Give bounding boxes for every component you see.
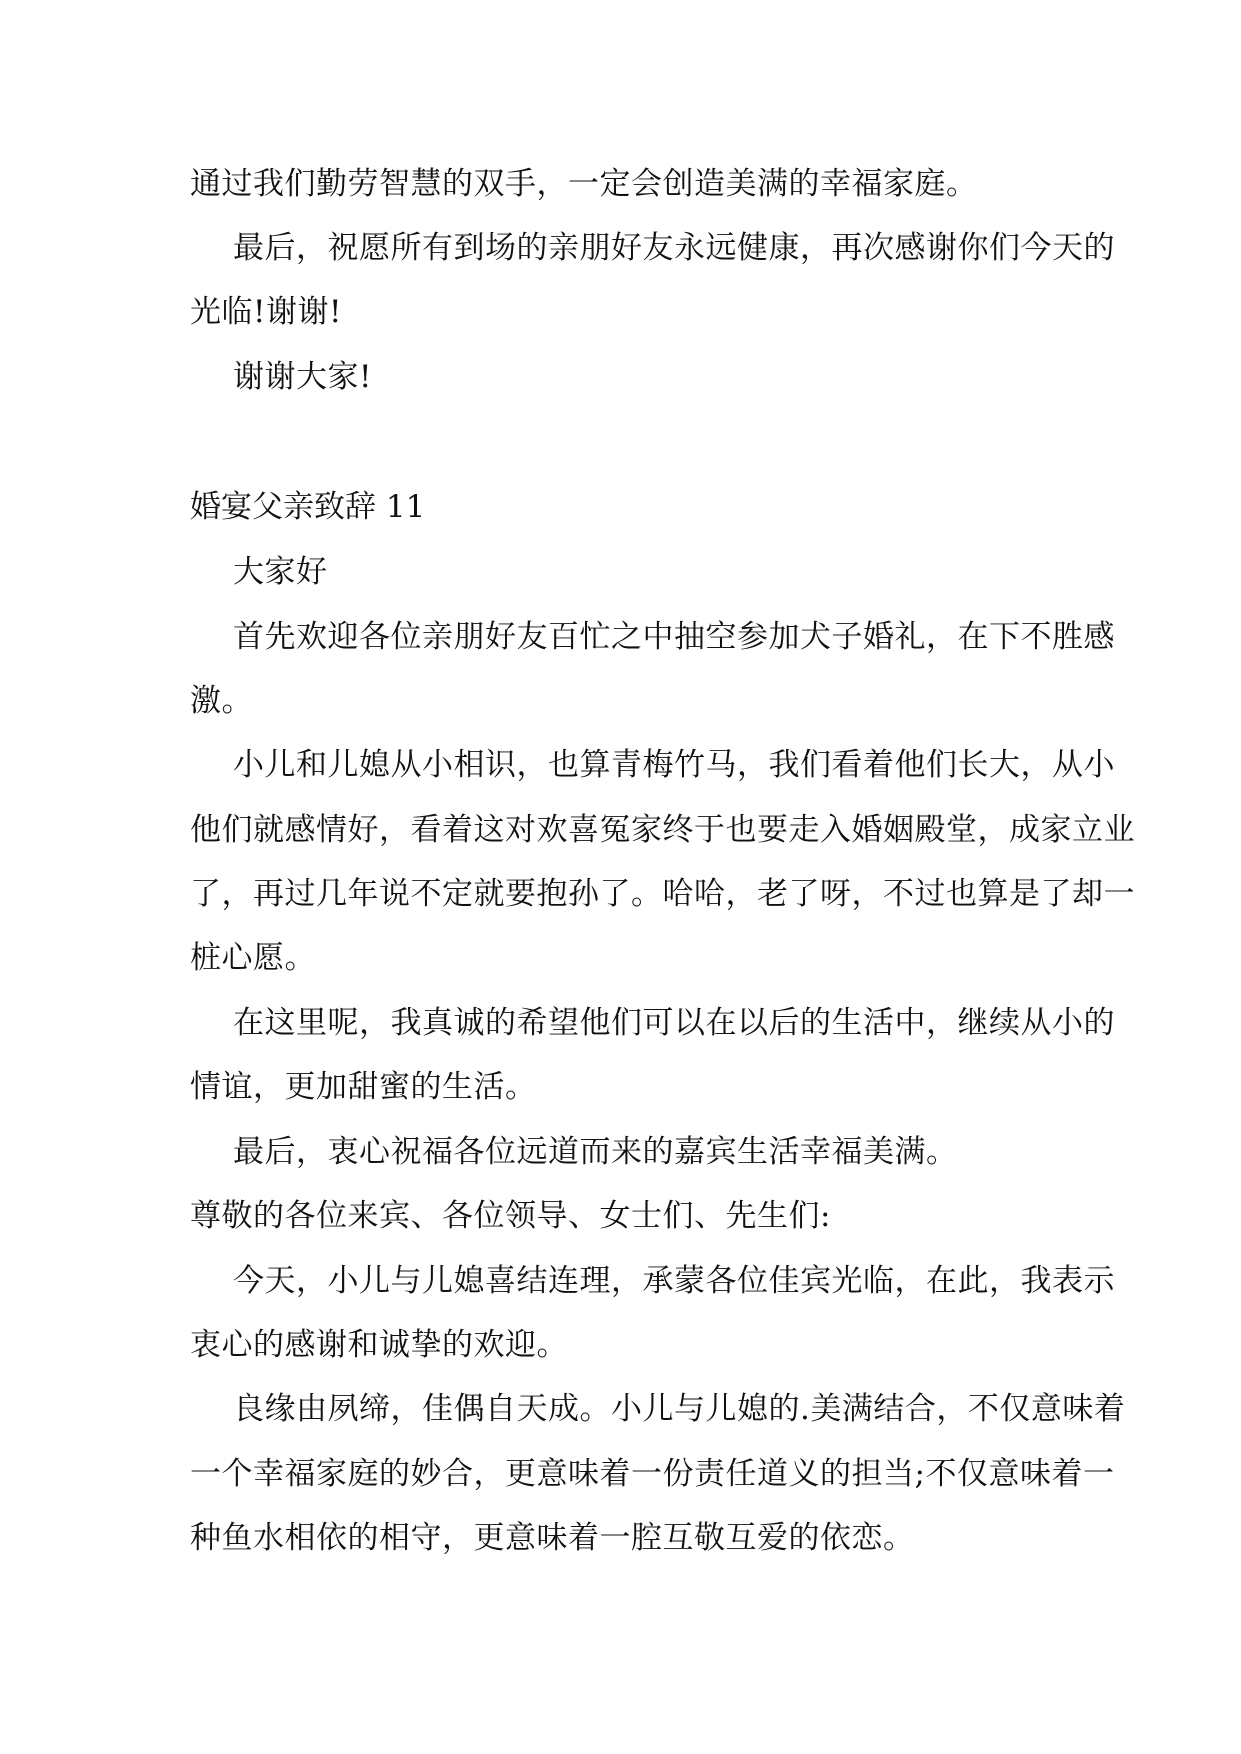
paragraph-line: 他们就感情好，看着这对欢喜冤家终于也要走入婚姻殿堂，成家立业: [190, 812, 1135, 848]
paragraph-line: 最后，祝愿所有到场的亲朋好友永远健康，再次感谢你们今天的: [233, 230, 1115, 266]
paragraph-line: 种鱼水相依的相守，更意味着一腔互敬互爱的依恋。: [190, 1520, 915, 1556]
paragraph-line: 通过我们勤劳智慧的双手，一定会创造美满的幸福家庭。: [190, 166, 978, 202]
paragraph-line: 首先欢迎各位亲朋好友百忙之中抽空参加犬子婚礼，在下不胜感: [233, 619, 1115, 655]
paragraph-line: 了，再过几年说不定就要抱孙了。哈哈，老了呀，不过也算是了却一: [190, 876, 1135, 912]
paragraph-line: 衷心的感谢和诚挚的欢迎。: [190, 1327, 568, 1363]
paragraph-line: 情谊，更加甜蜜的生活。: [190, 1069, 537, 1105]
paragraph-line: 一个幸福家庭的妙合，更意味着一份责任道义的担当;不仅意味着一: [190, 1456, 1115, 1492]
paragraph-line: 谢谢大家!: [233, 359, 372, 395]
paragraph-line: 良缘由夙缔，佳偶自天成。小儿与儿媳的.美满结合，不仅意味着: [233, 1391, 1126, 1427]
paragraph-line: 大家好: [233, 554, 328, 590]
section-heading: 婚宴父亲致辞 11: [190, 489, 426, 525]
paragraph-line: 桩心愿。: [190, 940, 316, 976]
paragraph-line: 最后，衷心祝福各位远道而来的嘉宾生活幸福美满。: [233, 1134, 958, 1170]
paragraph-line: 今天，小儿与儿媳喜结连理，承蒙各位佳宾光临，在此，我表示: [233, 1263, 1115, 1299]
paragraph-line: 尊敬的各位来宾、各位领导、女士们、先生们:: [190, 1198, 831, 1234]
paragraph-line: 光临!谢谢!: [190, 294, 342, 330]
paragraph-line: 小儿和儿媳从小相识，也算青梅竹马，我们看着他们长大，从小: [233, 747, 1115, 783]
paragraph-line: 在这里呢，我真诚的希望他们可以在以后的生活中，继续从小的: [233, 1005, 1115, 1041]
paragraph-line: 激。: [190, 683, 253, 719]
